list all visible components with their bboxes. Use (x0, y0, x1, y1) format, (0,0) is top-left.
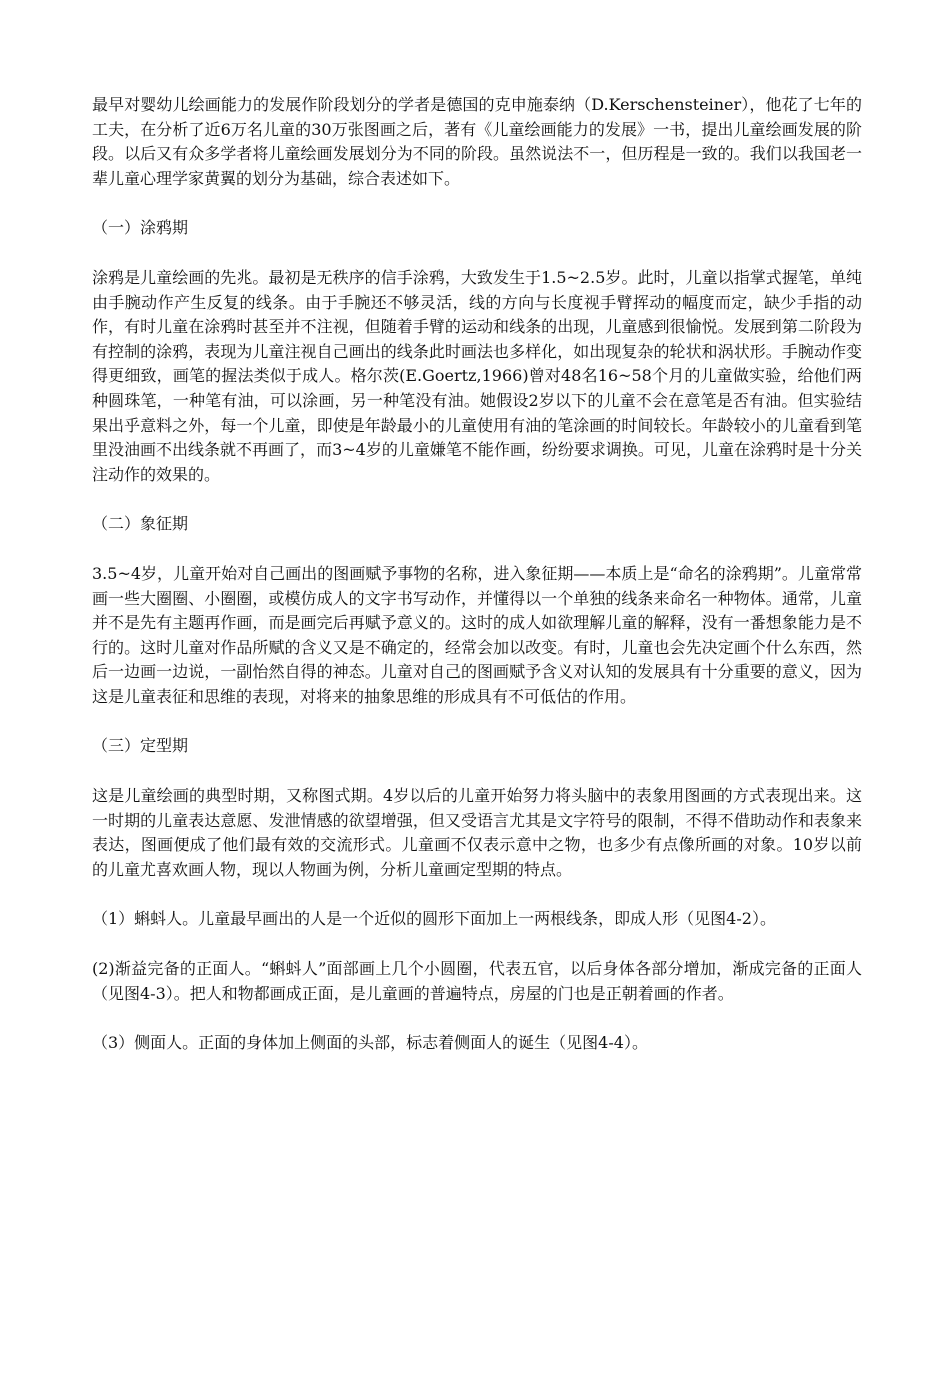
section-body-schematic: 这是儿童绘画的典型时期，又称图式期。4岁以后的儿童开始努力将头脑中的表象用图画的方式表现出来。这一时期的儿童表达意愿、发泄情感的欲望增强，但又受语言尤其是文字符号的限制，不得不借助动作和表象来表达，图画便成了他们最有效的交流形式。儿童画不仅表示意中之物，也多少有点像所画的对象。10岁以前的儿童尤喜欢画人物，现以人物画为例，分析儿童画定型期的特点。 (92, 786, 862, 879)
list-item-frontal: (2)渐益完备的正面人。“蝌蚪人”面部画上几个小圆圈，代表五官，以后身体各部分增加，渐成完备的正面人（见图4-3）。把人和物都画成正面，是儿童画的普遍特点，房屋的门也是正朝着画的作者。 (92, 959, 862, 1003)
list-item-tadpole: （1）蝌蚪人。儿童最早画出的人是一个近似的圆形下面加上一两根线条，即成人形（见图4-2）。 (92, 909, 776, 929)
section-heading-symbolic: （二）象征期 (92, 514, 189, 534)
section-body-scribble: 涂鸦是儿童绘画的先兆。最初是无秩序的信手涂鸦，大致发生于1.5~2.5岁。此时，儿童以指掌式握笔，单纯由手腕动作产生反复的线条。由于手腕还不够灵活，线的方向与长度视手臂挥动的幅度而定，缺少手指的动作，有时儿童在涂鸦时甚至并不注视，但随着手臂的运动和线条的出现，儿童感到很愉悦。发展到第二阶段为有控制的涂鸦，表现为儿童注视自己画出的线条此时画法也多样化，如出现复杂的轮状和涡状形。手腕动作变得更细致，画笔的握法类似于成人。格尔茨(E.Goertz,1966)曾对48名16~58个月的儿童做实验，给他们两种圆珠笔，一种笔有油，可以涂画，另一种笔没有油。她假设2岁以下的儿童不会在意笔是否有油。但实验结果出乎意料之外，每一个儿童，即使是年龄最小的儿童使用有油的笔涂画的时间较长。年龄较小的儿童看到笔里没油画不出线条就不再画了，而3~4岁的儿童嫌笔不能作画，纷纷要求调换。可见，儿童在涂鸦时是十分关注动作的效果的。 (92, 267, 862, 484)
section-heading-schematic: （三）定型期 (92, 736, 189, 756)
intro-paragraph: 最早对婴幼儿绘画能力的发展作阶段划分的学者是德国的克申施泰纳（D.Kerschensteiner），他花了七年的工夫，在分析了近6万名儿童的30万张图画之后，著有《儿童绘画能力的发展》一书，提出儿童绘画发展的阶段。以后又有众多学者将儿童绘画发展划分为不同的阶段。虽然说法不一，但历程是一致的。我们以我国老一辈儿童心理学家黄翼的划分为基础，综合表述如下。 (92, 95, 862, 188)
list-item-profile: （3）侧面人。正面的身体加上侧面的头部，标志着侧面人的诞生（见图4-4）。 (92, 1033, 648, 1053)
section-heading-scribble: （一）涂鸦期 (92, 218, 189, 238)
section-body-symbolic: 3.5~4岁，儿童开始对自己画出的图画赋予事物的名称，进入象征期——本质上是“命名的涂鸦期”。儿童常常画一些大圈圈、小圈圈，或模仿成人的文字书写动作，并懂得以一个单独的线条来命名一种物体。通常，儿童并不是先有主题再作画，而是画完后再赋予意义的。这时的成人如欲理解儿童的解释，没有一番想象能力是不行的。这时儿童对作品所赋的含义又是不确定的，经常会加以改变。有时，儿童也会先决定画个什么东西，然后一边画一边说，一副怡然自得的神态。儿童对自己的图画赋予含义对认知的发展具有十分重要的意义，因为这是儿童表征和思维的表现，对将来的抽象思维的形成具有不可低估的作用。 (92, 563, 862, 706)
document-page (92, 93, 862, 1081)
